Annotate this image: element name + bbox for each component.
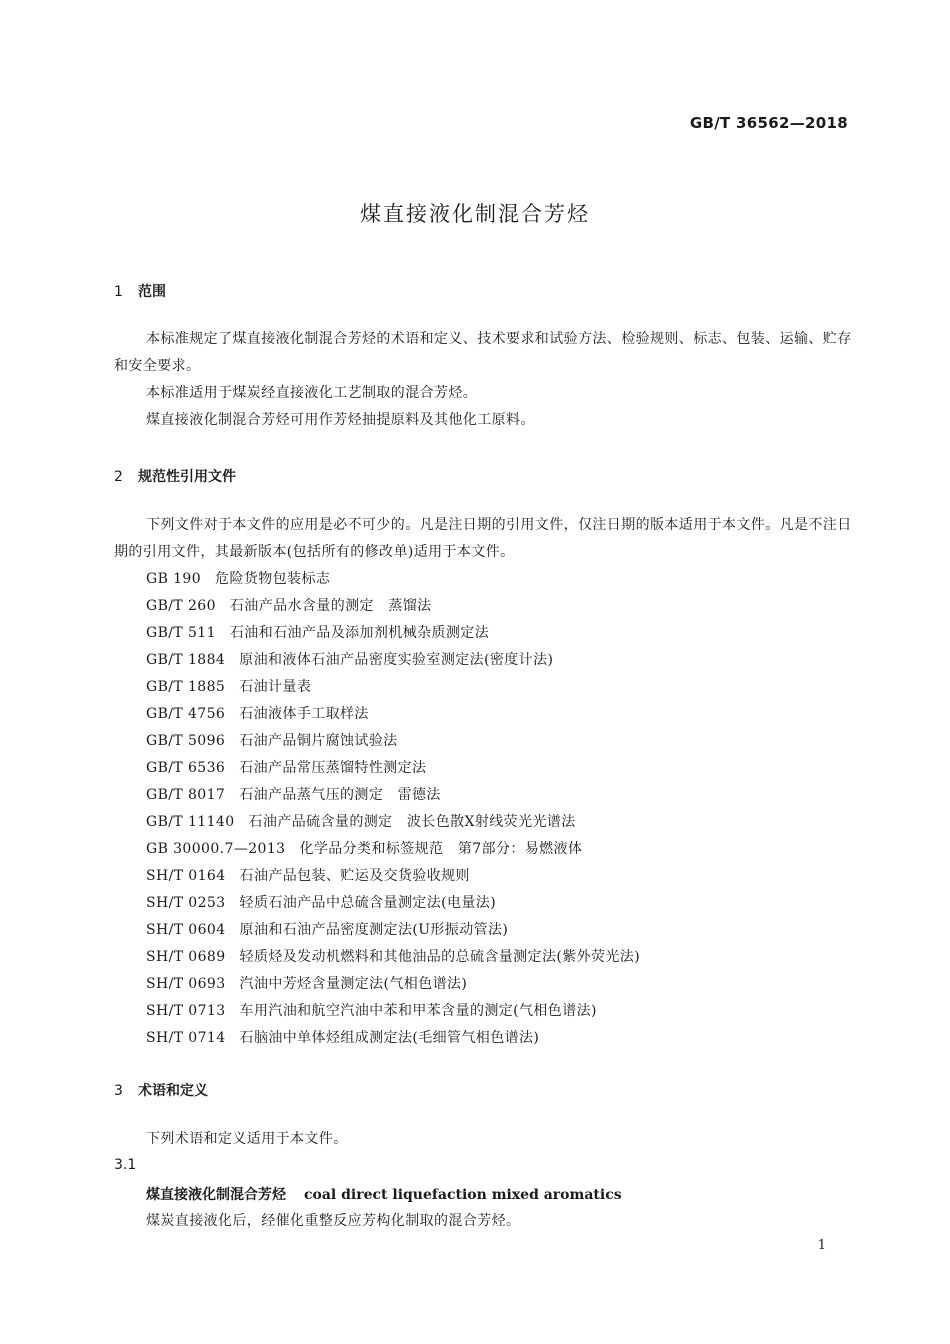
reference-code: GB/T 260 [146,598,216,614]
section-1-paragraph: 煤直接液化制混合芳烃可用作芳烃抽提原料及其他化工原料。 [146,412,535,428]
reference-code: GB/T 511 [146,625,216,641]
section-3-intro: 下列术语和定义适用于本文件。 [146,1131,348,1147]
section-1-heading [114,281,166,301]
reference-title: 石脑油中单体烃组成测定法(毛细管气相色谱法) [239,1030,540,1046]
reference-item [146,836,640,863]
section-2-intro: 下列文件对于本文件的应用是必不可少的。凡是注日期的引用文件，仅注日期的版本适用于本文件。凡是不注日期的引用文件，其最新版本(包括所有的修改单)适用于本文件。 [114,517,852,560]
reference-title: 石油产品铜片腐蚀试验法 [239,733,398,749]
reference-item [146,755,640,782]
term-definition: 煤炭直接液化后，经催化重整反应芳构化制取的混合芳烃。 [146,1213,521,1229]
page-number: 1 [817,1238,826,1253]
section-2-heading [114,466,236,486]
term-name-zh: 煤直接液化制混合芳烃 [146,1187,286,1203]
standard-code: GB/T 36562—2018 [689,114,848,132]
reference-title: 石油产品包装、贮运及交货验收规则 [239,868,470,884]
reference-code: GB/T 6536 [146,760,226,776]
reference-item [146,566,640,593]
reference-title: 化学品分类和标签规范 第7部分：易燃液体 [299,841,583,857]
reference-code: SH/T 0164 [146,868,226,884]
reference-item [146,701,640,728]
section-number: 2 [114,469,123,485]
reference-code: GB/T 1885 [146,679,226,695]
reference-title: 危险货物包装标志 [215,571,331,587]
reference-title: 轻质石油产品中总硫含量测定法(电量法) [239,895,497,911]
reference-title: 原油和液体石油产品密度实验室测定法(密度计法) [239,652,554,668]
reference-code: GB/T 8017 [146,787,226,803]
reference-code: SH/T 0713 [146,1003,226,1019]
reference-title: 石油产品蒸气压的测定 雷德法 [239,787,441,803]
reference-title: 轻质烃及发动机燃料和其他油品的总硫含量测定法(紫外荧光法) [239,949,641,965]
section-title: 规范性引用文件 [138,469,236,485]
reference-item [146,620,640,647]
reference-title: 石油和石油产品及添加剂机械杂质测定法 [229,625,490,641]
reference-item [146,647,640,674]
reference-item [146,593,640,620]
section-1-paragraph: 本标准规定了煤直接液化制混合芳烃的术语和定义、技术要求和试验方法、检验规则、标志、包装、运输、贮存和安全要求。 [114,331,852,374]
reference-item [146,998,640,1025]
term-number: 3.1 [114,1157,137,1173]
reference-title: 汽油中芳烃含量测定法(气相色谱法) [239,976,468,992]
reference-title: 石油产品常压蒸馏特性测定法 [239,760,427,776]
document-title: 煤直接液化制混合芳烃 [360,202,590,226]
reference-title: 石油液体手工取样法 [239,706,369,722]
section-1-paragraph: 本标准适用于煤炭经直接液化工艺制取的混合芳烃。 [146,385,478,401]
term-name [146,1184,622,1204]
reference-title: 原油和石油产品密度测定法(U形振动管法) [239,922,509,938]
reference-item [146,971,640,998]
reference-title: 车用汽油和航空汽油中苯和甲苯含量的测定(气相色谱法) [239,1003,597,1019]
reference-code: GB 30000.7—2013 [146,841,286,857]
reference-item [146,917,640,944]
reference-code: SH/T 0689 [146,949,226,965]
normative-reference-list [146,566,640,1052]
section-title: 术语和定义 [138,1083,208,1099]
reference-code: SH/T 0604 [146,922,226,938]
reference-item [146,809,640,836]
section-number: 1 [114,284,123,300]
reference-item [146,728,640,755]
reference-item [146,782,640,809]
section-number: 3 [114,1083,123,1099]
reference-code: GB/T 11140 [146,814,235,830]
reference-code: GB/T 5096 [146,733,226,749]
reference-item [146,863,640,890]
reference-title: 石油产品硫含量的测定 波长色散X射线荧光光谱法 [248,814,576,830]
section-title: 范围 [138,284,166,300]
reference-title: 石油计量表 [239,679,312,695]
term-name-en: coal direct liquefaction mixed aromatics [304,1187,622,1203]
reference-item [146,890,640,917]
reference-code: SH/T 0253 [146,895,226,911]
section-3-heading [114,1080,208,1100]
reference-item [146,1025,640,1052]
reference-code: SH/T 0714 [146,1030,226,1046]
reference-title: 石油产品水含量的测定 蒸馏法 [229,598,432,614]
reference-code: GB 190 [146,571,202,587]
reference-item [146,944,640,971]
reference-code: SH/T 0693 [146,976,226,992]
reference-code: GB/T 1884 [146,652,226,668]
reference-code: GB/T 4756 [146,706,226,722]
reference-item [146,674,640,701]
